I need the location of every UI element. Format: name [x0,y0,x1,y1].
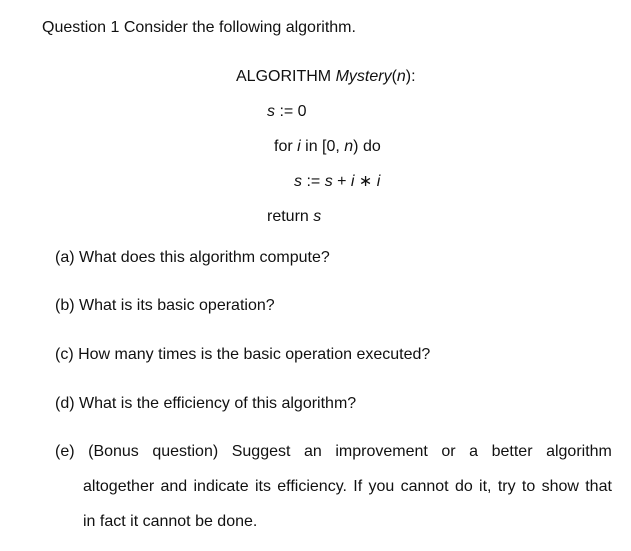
question-e-word: improvement [335,443,428,460]
question-e-word: show [541,478,579,495]
question-e-word: you [368,478,395,495]
question-e-word: that [585,478,612,495]
question-e-word: algorithm [546,443,612,460]
question-e-word: and [160,478,188,495]
body-var-i-2: i [376,173,381,190]
body-var-i-1: i [350,173,355,190]
init-assignment: := 0 [275,103,307,120]
question-e-word: (Bonus [88,443,139,460]
algorithm-for-line [274,137,381,157]
init-variable: s [267,103,275,120]
question-e-word: indicate [193,478,249,495]
question-e-word: a [469,443,479,460]
question-e-word: question) [152,443,219,460]
question-d: (d) What is the efficiency of this algorithm? [55,395,357,412]
for-variable: i [297,138,301,155]
algorithm-title [236,67,416,87]
algorithm-return-line [267,207,321,227]
algorithm-init-line [267,102,307,122]
body-times: ∗ [354,173,377,190]
algorithm-keyword: ALGORITHM [236,68,336,85]
algorithm-param: n [396,68,406,85]
algorithm-body-line [294,172,380,192]
question-e-word: an [304,443,322,460]
question-e-line-1 [55,434,612,469]
question-e-word: efficiency. [277,478,347,495]
algorithm-paren-open: ( [391,68,397,85]
for-range-end: ) do [353,138,381,155]
question-a: (a) What does this algorithm compute? [55,249,330,266]
question-e-word: (e) [55,443,75,460]
question-e-continuation [55,469,612,539]
question-e-word: Suggest [231,443,291,460]
return-keyword: return [267,208,314,225]
algorithm-paren-close: ): [405,68,416,85]
question-e-word: to [521,478,536,495]
question-heading: Question 1 Consider the following algorithm. [42,19,356,36]
question-e-word: better [491,443,533,460]
body-plus: + [332,173,351,190]
question-e-word: or [441,443,456,460]
question-e-word: If [353,478,363,495]
for-keyword: for [274,138,298,155]
return-variable: s [313,208,322,225]
question-e-word: try [497,478,516,495]
for-range-start: in [0, [300,138,345,155]
question-e-line-3: in fact it cannot be done. [83,513,258,530]
question-e-word: do [454,478,473,495]
algorithm-name: Mystery [335,68,392,85]
question-e-word: it, [479,478,492,495]
body-var-s-left: s [294,173,302,190]
question-e-line-2 [83,469,612,504]
body-var-s-right: s [324,173,333,190]
question-e-word: its [254,478,271,495]
body-assign: := [302,173,325,190]
for-range-n: n [344,138,354,155]
question-e-word: cannot [400,478,449,495]
question-e [55,434,612,539]
question-b: (b) What is its basic operation? [55,297,275,314]
question-e-word: altogether [83,478,155,495]
question-c: (c) How many times is the basic operation executed? [55,346,431,363]
